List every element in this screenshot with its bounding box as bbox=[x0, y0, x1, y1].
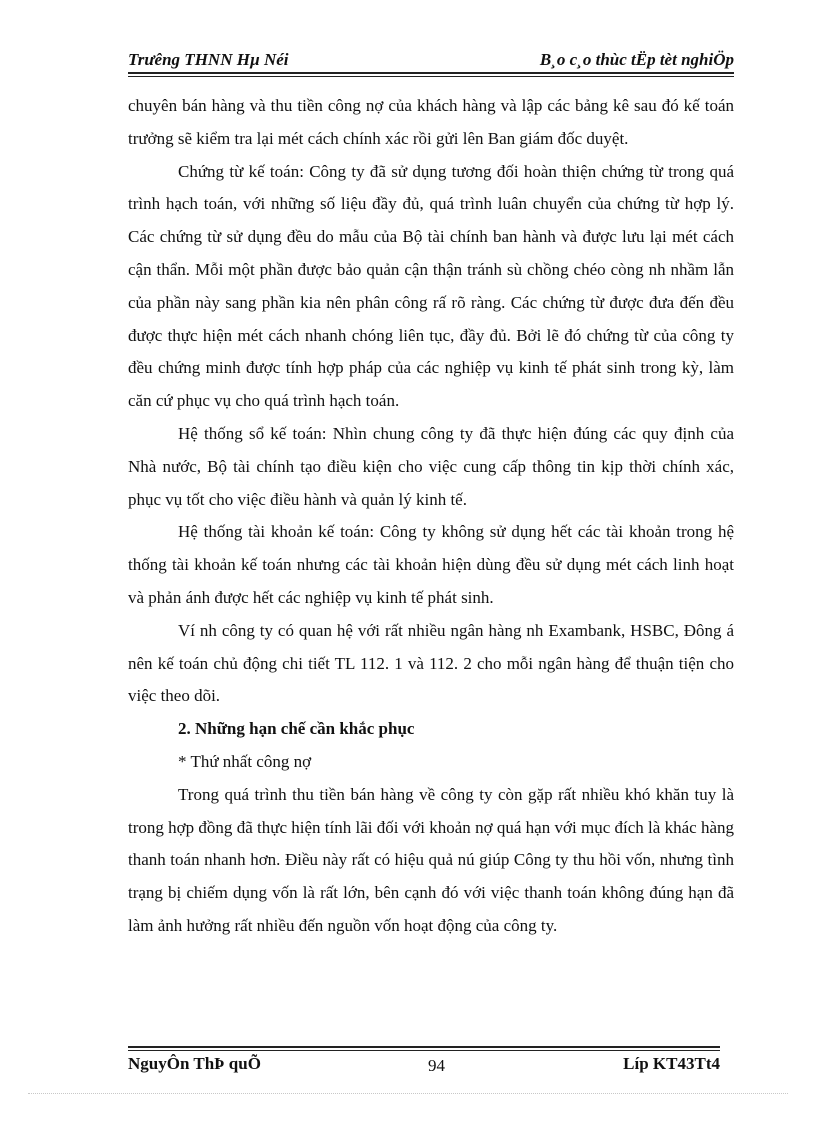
page-header bbox=[128, 48, 734, 74]
paragraph-so-ke-toan: Hệ thống sổ kế toán: Nhìn chung công ty đã thực hiện đúng các quy định của Nhà nước, Bộ tài chính tạo điều kiện cho việc cung cấp thông tin kịp thời chính xác, phục vụ tốt cho việc điều hành và quản lý kinh tế. bbox=[128, 423, 734, 509]
document-body bbox=[128, 90, 734, 943]
header-school: Trưêng THNN Hµ Néi bbox=[128, 50, 289, 69]
footer-rule bbox=[128, 1050, 720, 1051]
section-heading: 2. Những hạn chế cần khắc phục bbox=[178, 719, 415, 739]
header-rule bbox=[128, 76, 734, 77]
page-number: 94 bbox=[428, 1056, 445, 1075]
footer-class: Líp KT43Tt4 bbox=[623, 1054, 720, 1073]
page-edge-divider bbox=[28, 1093, 788, 1094]
paragraph-tai-khoan: Hệ thống tài khoản kế toán: Công ty không sử dụng hết các tài khoản trong hệ thống tài khoản kế toán nhưng các tài khoản hiện dùng đều sử dụng mét cách linh hoạt và phản ánh được hết các nghiệp vụ kinh tế phát sinh. bbox=[128, 522, 734, 607]
paragraph-vi-du: Ví nh công ty có quan hệ với rất nhiều ngân hàng nh Exambank, HSBC, Đông á nên kế toán chủ động chi tiết TL 112. 1 và 112. 2 cho mỗi ngân hàng để thuận tiện cho việc theo dõi. bbox=[128, 620, 734, 706]
page-footer bbox=[128, 1046, 720, 1084]
paragraph-continuation: chuyên bán hàng và thu tiền công nợ của khách hàng và lập các bảng kê sau đó kế toán trưởng sẽ kiểm tra lại mét cách chính xác rồi gửi lên Ban giám đốc duyệt. bbox=[128, 96, 734, 148]
footer-author: NguyÔn ThÞ quÕ bbox=[128, 1054, 261, 1073]
paragraph-cong-no: Trong quá trình thu tiền bán hàng về công ty còn gặp rất nhiều khó khăn tuy là trong hợp đồng đã thực hiện tính lãi đối với khoản nợ quá hạn với mục đích là khác hàng thanh toán nhanh hơn. Điều này rất có hiệu quả nú giúp Công ty thu hồi vốn, nhưng tình trạng bị chiếm dụng vốn là rất lớn, bên cạnh đó với việc thanh toán không đúng hạn đã làm ảnh hưởng rất nhiều đến nguồn vốn hoạt động của công ty. bbox=[128, 784, 734, 935]
header-report-title: B¸o c¸o thùc tËp tèt nghiÖp bbox=[539, 50, 734, 69]
paragraph-chung-tu: Chứng từ kế toán: Công ty đã sử dụng tương đối hoàn thiện chứng từ trong quá trình hạch toán, với những số liệu đầy đủ, quá trình luân chuyển của chứng từ hợp lý. Các chứng từ sử dụng đều do mẫu của Bộ tài chính ban hành và được lưu lại mét cách cận thẩn. Mỗi một phần được bảo quản cận thận tránh sù chồng chéo còng nh nhầm lẫn của phần này sang phần kia nên phân công rấ rõ ràng. Các chứng từ được đưa đến đều được thực hiện mét cách nhanh chóng liên tục, đầy đủ. Bởi lẽ đó chứng từ của công ty đều chứng minh được tính hợp pháp của các nghiệp vụ kinh tế phát sinh trong kỳ, làm căn cứ phục vụ cho quá trình hạch toán. bbox=[128, 161, 734, 411]
subheading: * Thứ nhất công nợ bbox=[178, 751, 312, 771]
